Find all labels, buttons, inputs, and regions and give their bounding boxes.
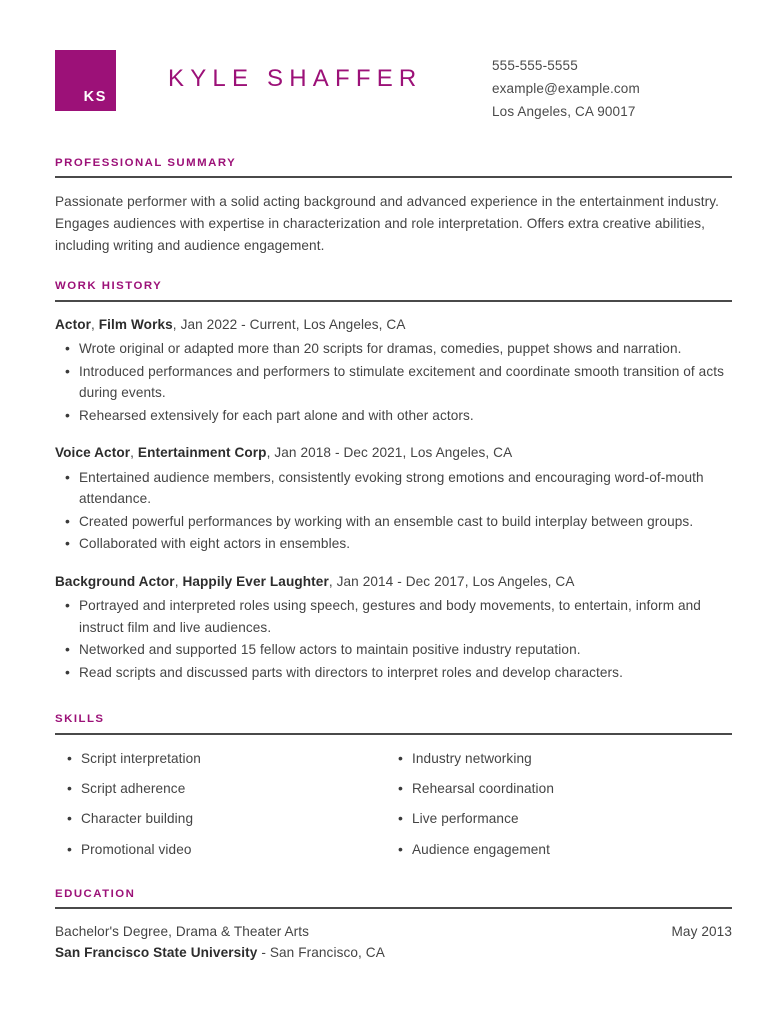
education-school-location: - San Francisco, CA bbox=[257, 944, 385, 960]
education-degree: Bachelor's Degree, Drama & Theater Arts bbox=[55, 924, 310, 940]
education-school-name: San Francisco State University bbox=[55, 944, 258, 960]
job-dates: Jan 2018 - Dec 2021 bbox=[274, 445, 403, 461]
section-title-work-history: WORK HISTORY bbox=[55, 280, 163, 293]
summary-text: Passionate performer with a solid acting background and advanced experience in the entertainment industry. Engages audiences with expertise in characterization and role interpretation. Offers extra creative abilities, including writing and audience engagement. bbox=[55, 194, 719, 254]
section-title-professional-summary: PROFESSIONAL SUMMARY bbox=[55, 156, 237, 169]
job-company: Film Works bbox=[98, 316, 173, 332]
job-role: Voice Actor bbox=[55, 445, 131, 461]
section-title-education: EDUCATION bbox=[55, 888, 136, 901]
job-bullet-list bbox=[55, 338, 732, 426]
resume-header bbox=[55, 50, 732, 124]
skill-item: • Script interpretation bbox=[67, 750, 385, 768]
education-date: May 2013 bbox=[671, 924, 732, 940]
job-company: Entertainment Corp bbox=[137, 445, 267, 461]
job-entry bbox=[55, 443, 732, 555]
skills-list-right bbox=[398, 750, 715, 859]
job-bullet: • Entertained audience members, consistently evoking strong emotions and encouraging word-of-mouth attendance. bbox=[65, 467, 732, 510]
section-divider bbox=[55, 907, 732, 909]
skill-item: • Script adherence bbox=[67, 780, 385, 798]
job-bullet: • Collaborated with eight actors in ensembles. bbox=[65, 533, 732, 554]
job-heading: Voice Actor, Entertainment Corp, Jan 2018 - Dec 2021, Los Angeles, CA bbox=[55, 445, 513, 461]
section-divider bbox=[55, 733, 732, 735]
initials-text: KS bbox=[83, 88, 107, 105]
job-bullet: • Rehearsed extensively for each part alone and with other actors. bbox=[65, 405, 732, 426]
skill-item: • Industry networking bbox=[398, 750, 715, 768]
job-bullet: • Networked and supported 15 fellow actors to maintain positive industry reputation. bbox=[65, 639, 732, 660]
section-professional-summary bbox=[55, 158, 732, 257]
skill-item: • Live performance bbox=[398, 810, 715, 828]
education-degree-row bbox=[55, 922, 732, 942]
initials-logo bbox=[55, 50, 116, 111]
skills-list-left bbox=[67, 750, 385, 859]
contact-block bbox=[492, 50, 732, 124]
job-location: Los Angeles, CA bbox=[472, 573, 575, 589]
job-location: Los Angeles, CA bbox=[410, 445, 513, 461]
job-bullet: • Wrote original or adapted more than 20 scripts for dramas, comedies, puppet shows and narration. bbox=[65, 338, 732, 359]
section-title-skills: SKILLS bbox=[55, 713, 105, 726]
job-dates: Jan 2014 - Dec 2017 bbox=[336, 573, 465, 589]
job-list bbox=[55, 315, 732, 684]
skills-column-left bbox=[55, 750, 385, 871]
education-school-row bbox=[55, 943, 732, 963]
skill-item: • Promotional video bbox=[67, 841, 385, 859]
section-divider bbox=[55, 300, 732, 302]
job-bullet: • Portrayed and interpreted roles using speech, gestures and body movements, to entertain, inform and instruct film and live audiences. bbox=[65, 595, 732, 638]
skill-item: • Character building bbox=[67, 810, 385, 828]
job-entry bbox=[55, 315, 732, 427]
contact-phone: 555-555-5555 bbox=[492, 58, 578, 73]
skill-item: • Audience engagement bbox=[398, 841, 715, 859]
summary-body bbox=[55, 191, 732, 257]
job-bullet-list bbox=[55, 595, 732, 683]
skills-columns bbox=[55, 748, 732, 871]
job-heading: Background Actor, Happily Ever Laughter, Jan 2014 - Dec 2017, Los Angeles, CA bbox=[55, 573, 575, 589]
job-role: Background Actor bbox=[55, 573, 175, 589]
skill-item: • Rehearsal coordination bbox=[398, 780, 715, 798]
job-role: Actor bbox=[55, 316, 91, 332]
job-company: Happily Ever Laughter bbox=[182, 573, 329, 589]
contact-location: Los Angeles, CA 90017 bbox=[492, 104, 636, 120]
section-work-history bbox=[55, 281, 732, 683]
section-skills bbox=[55, 714, 732, 871]
job-dates: Jan 2022 - Current bbox=[180, 316, 296, 332]
job-bullet: • Created powerful performances by working with an ensemble cast to build interplay between groups. bbox=[65, 511, 732, 532]
section-divider bbox=[55, 176, 732, 178]
skills-column-right bbox=[385, 750, 715, 871]
page-title: KYLE SHAFFER bbox=[168, 65, 423, 92]
job-heading: Actor, Film Works, Jan 2022 - Current, Los Angeles, CA bbox=[55, 316, 406, 332]
job-bullet: • Introduced performances and performers to stimulate excitement and coordinate smooth transition of acts during events. bbox=[65, 361, 732, 404]
job-entry bbox=[55, 572, 732, 684]
job-bullet-list bbox=[55, 467, 732, 555]
job-bullet: • Read scripts and discussed parts with directors to interpret roles and develop characters. bbox=[65, 662, 732, 683]
section-education bbox=[55, 889, 732, 963]
name-container bbox=[116, 50, 492, 91]
contact-email: example@example.com bbox=[492, 81, 640, 97]
job-location: Los Angeles, CA bbox=[303, 316, 406, 332]
